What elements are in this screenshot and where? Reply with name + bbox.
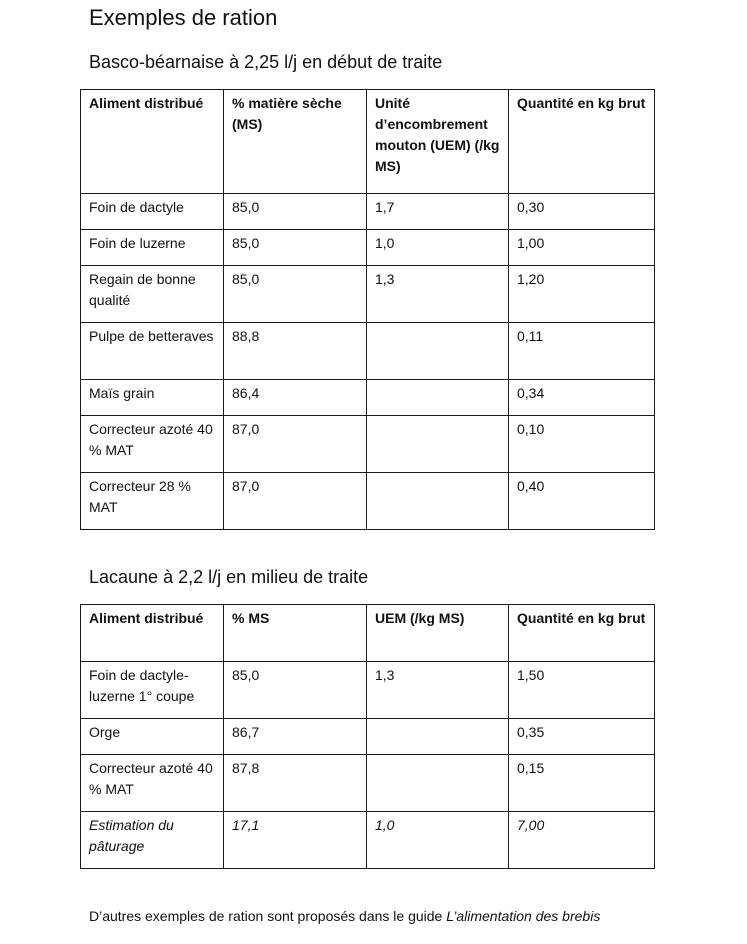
footer-text: D’autres exemples de ration sont proposés dans le guide (89, 908, 447, 924)
cell-ms: 88,8 (224, 323, 367, 380)
section-title-basco-bearnaise: Basco-béarnaise à 2,25 l/j en début de traite (89, 52, 443, 72)
cell-ms: 87,0 (224, 416, 367, 473)
table-row (81, 230, 655, 266)
table-row (81, 662, 655, 719)
header-aliment: Aliment distribué (81, 605, 224, 662)
cell-quantite: 7,00 (509, 812, 655, 869)
table-row (81, 266, 655, 323)
cell-ms: 87,8 (224, 755, 367, 812)
cell-quantite: 0,10 (509, 416, 655, 473)
cell-aliment: Correcteur azoté 40 % MAT (81, 755, 224, 812)
cell-aliment: Correcteur azoté 40 % MAT (81, 416, 224, 473)
table-row (81, 194, 655, 230)
table-row (81, 473, 655, 530)
cell-aliment: Orge (81, 719, 224, 755)
cell-uem: 1,0 (367, 230, 509, 266)
cell-ms: 17,1 (224, 812, 367, 869)
cell-quantite: 1,50 (509, 662, 655, 719)
table-header-row (81, 605, 655, 662)
cell-ms: 85,0 (224, 266, 367, 323)
footer-note (89, 906, 600, 926)
cell-uem (367, 323, 509, 380)
table-header-row (81, 90, 655, 194)
cell-quantite: 0,35 (509, 719, 655, 755)
cell-ms: 85,0 (224, 662, 367, 719)
cell-uem: 1,3 (367, 662, 509, 719)
page-title: Exemples de ration (89, 5, 278, 30)
cell-ms: 87,0 (224, 473, 367, 530)
cell-uem (367, 380, 509, 416)
cell-quantite: 0,40 (509, 473, 655, 530)
cell-aliment: Regain de bonne qualité (81, 266, 224, 323)
cell-quantite: 0,15 (509, 755, 655, 812)
header-aliment: Aliment distribué (81, 90, 224, 194)
table-row (81, 812, 655, 869)
cell-ms: 86,7 (224, 719, 367, 755)
cell-aliment: Foin de luzerne (81, 230, 224, 266)
cell-quantite: 0,30 (509, 194, 655, 230)
table-row (81, 719, 655, 755)
guide-title: L’alimentation des brebis (446, 908, 601, 924)
cell-quantite: 0,34 (509, 380, 655, 416)
cell-ms: 85,0 (224, 194, 367, 230)
cell-quantite: 0,11 (509, 323, 655, 380)
table-row (81, 755, 655, 812)
header-ms: % MS (224, 605, 367, 662)
cell-uem (367, 719, 509, 755)
cell-aliment: Pulpe de betteraves (81, 323, 224, 380)
header-uem: UEM (/kg MS) (367, 605, 509, 662)
cell-uem: 1,7 (367, 194, 509, 230)
cell-aliment: Estimation du pâturage (81, 812, 224, 869)
cell-uem (367, 755, 509, 812)
header-quantite: Quantité en kg brut (509, 605, 655, 662)
cell-uem (367, 416, 509, 473)
header-quantite: Quantité en kg brut (509, 90, 655, 194)
cell-aliment: Foin de dactyle (81, 194, 224, 230)
cell-uem: 1,0 (367, 812, 509, 869)
cell-ms: 86,4 (224, 380, 367, 416)
table-row (81, 416, 655, 473)
table-row (81, 380, 655, 416)
cell-aliment: Maïs grain (81, 380, 224, 416)
cell-uem (367, 473, 509, 530)
cell-quantite: 1,00 (509, 230, 655, 266)
cell-uem: 1,3 (367, 266, 509, 323)
cell-ms: 85,0 (224, 230, 367, 266)
header-matiere-seche: % matière sèche (MS) (224, 90, 367, 194)
table-row (81, 323, 655, 380)
ration-table-basco-bearnaise (80, 89, 655, 530)
cell-aliment: Correcteur 28 % MAT (81, 473, 224, 530)
ration-table-lacaune (80, 604, 655, 869)
header-uem: Unité d’encombrement mouton (UEM) (/kg MS) (367, 90, 509, 194)
cell-aliment: Foin de dactyle-luzerne 1° coupe (81, 662, 224, 719)
section-title-lacaune: Lacaune à 2,2 l/j en milieu de traite (89, 567, 369, 587)
cell-quantite: 1,20 (509, 266, 655, 323)
